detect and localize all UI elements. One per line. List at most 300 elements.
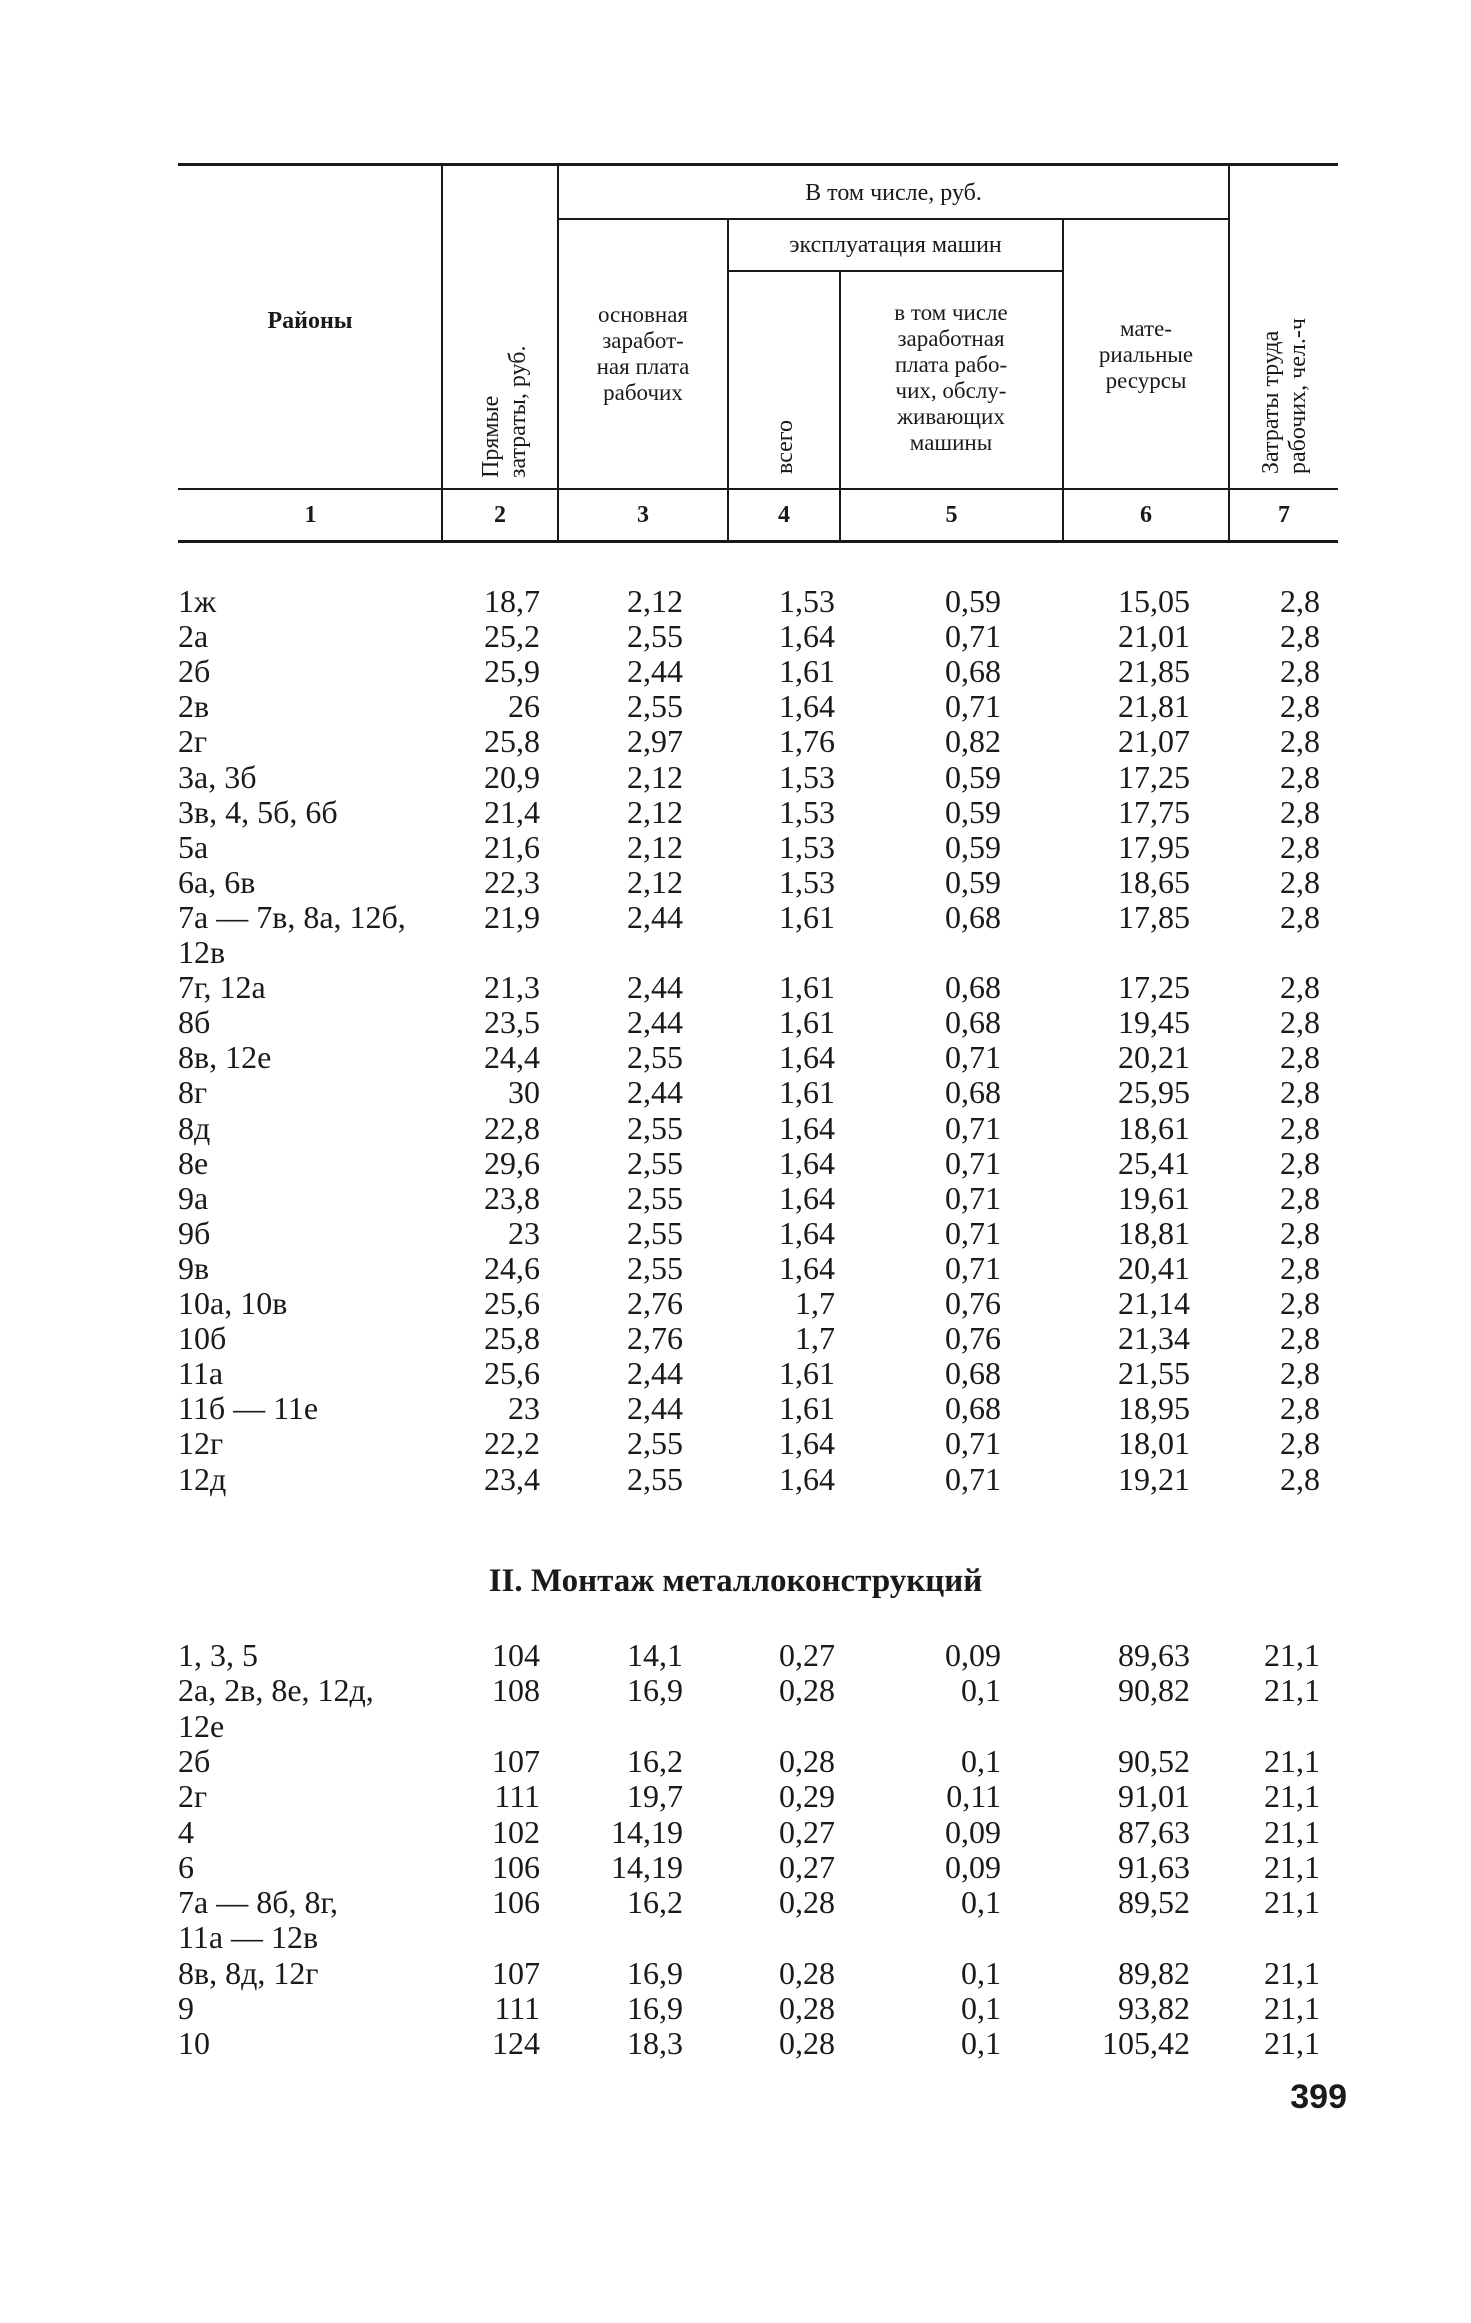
region-cell: 2в [178,688,210,725]
value-cell-c2: 23 [508,1390,540,1427]
region-cell: 3а, 3б [178,758,257,795]
table-row [0,1425,1471,1461]
value-cell-c2: 30 [508,1074,540,1111]
value-cell-c4: 1,61 [779,898,835,935]
table-row [0,1743,1471,1779]
value-cell-c5: 0,68 [945,653,1001,690]
value-cell-c2: 25,2 [484,618,540,655]
value-cell-c6: 21,14 [1118,1285,1190,1321]
table-row [0,1039,1471,1075]
value-cell-c5: 0,1 [961,1884,1001,1921]
table-row [0,934,1471,970]
value-cell-c5: 0,59 [945,758,1001,795]
table-row [0,1110,1471,1146]
table-row [0,1074,1471,1110]
value-cell-c2: 21,3 [484,969,540,1006]
value-cell-c3: 2,44 [627,969,683,1006]
value-cell-c7: 2,8 [1280,1425,1320,1462]
value-cell-c3: 2,44 [627,653,683,690]
value-cell-c6: 89,63 [1118,1637,1190,1673]
table-row [0,1180,1471,1216]
header-numbers-rule [178,488,1338,490]
value-cell-c2: 104 [492,1637,540,1673]
value-cell-c3: 2,44 [627,1074,683,1111]
value-cell-c3: 18,3 [627,2025,683,2062]
value-cell-c7: 2,8 [1280,969,1320,1006]
value-cell-c3: 2,12 [627,863,683,900]
value-cell-c2: 111 [494,1778,540,1815]
region-cell: 9 [178,1990,194,2026]
region-cell: 1ж [178,583,217,619]
region-cell: 12в [178,934,226,970]
value-cell-c3: 2,55 [627,1039,683,1076]
value-cell-c5: 0,68 [945,1355,1001,1392]
region-cell: 1, 3, 5 [178,1637,258,1673]
value-cell-c2: 21,6 [484,828,540,865]
value-cell-c4: 0,27 [779,1813,835,1850]
table-row [0,864,1471,900]
value-cell-c7: 2,8 [1280,1320,1320,1357]
value-cell-c7: 21,1 [1264,1672,1320,1709]
value-cell-c3: 2,55 [627,618,683,655]
value-cell-c3: 2,76 [627,1285,683,1321]
table-row [0,829,1471,865]
region-cell: 2б [178,1742,211,1779]
value-cell-c3: 14,19 [611,1813,683,1850]
region-cell: 7г, 12а [178,969,266,1006]
value-cell-c3: 2,55 [627,1214,683,1251]
value-cell-c6: 87,63 [1118,1813,1190,1850]
value-cell-c5: 0,59 [945,793,1001,830]
value-cell-c2: 21,9 [484,898,540,935]
value-cell-c6: 18,81 [1118,1214,1190,1251]
region-cell: 2б [178,653,211,690]
value-cell-c2: 25,6 [484,1355,540,1392]
header-direct-costs: Прямые затраты, руб. [478,345,531,478]
table-row [0,1919,1471,1955]
table-row [0,1990,1471,2026]
region-cell: 3в, 4, 5б, 6б [178,793,338,830]
value-cell-c6: 89,52 [1118,1884,1190,1921]
table-row [0,583,1471,619]
value-cell-c5: 0,71 [945,618,1001,655]
value-cell-c7: 2,8 [1280,1460,1320,1497]
region-cell: 7а — 7в, 8а, 12б, [178,898,406,935]
header-machines-rule [729,270,1062,272]
value-cell-c7: 21,1 [1264,1848,1320,1885]
value-cell-c5: 0,71 [945,1249,1001,1286]
value-cell-c4: 1,53 [779,583,835,619]
header-labor-costs: Затраты труда рабочих, чел.-ч [1258,318,1311,474]
value-cell-c6: 20,21 [1118,1039,1190,1076]
region-cell: 12г [178,1425,224,1462]
value-cell-c3: 2,55 [627,688,683,725]
region-cell: 12д [178,1460,227,1497]
value-cell-c7: 2,8 [1280,898,1320,935]
header-vsep-6 [1228,166,1230,540]
table-row [0,688,1471,724]
value-cell-c3: 2,55 [627,1460,683,1497]
value-cell-c4: 1,61 [779,1004,835,1041]
region-cell: 8в, 8д, 12г [178,1954,319,1991]
table-row [0,1849,1471,1885]
value-cell-c2: 22,2 [484,1425,540,1462]
value-cell-c5: 0,1 [961,1990,1001,2026]
table-row [0,1778,1471,1814]
value-cell-c4: 1,64 [779,688,835,725]
value-cell-c3: 2,55 [627,1179,683,1216]
value-cell-c5: 0,71 [945,1460,1001,1497]
region-cell: 11а — 12в [178,1919,319,1956]
region-cell: 6 [178,1848,194,1885]
value-cell-c5: 0,68 [945,898,1001,935]
header-group-rule [559,218,1228,220]
value-cell-c7: 2,8 [1280,793,1320,830]
table-row [0,1884,1471,1920]
value-cell-c5: 0,59 [945,863,1001,900]
region-cell: 4 [178,1813,194,1850]
value-cell-c3: 2,12 [627,793,683,830]
value-cell-c7: 2,8 [1280,723,1320,760]
value-cell-c6: 21,55 [1118,1355,1190,1392]
value-cell-c3: 2,76 [627,1320,683,1357]
table-row [0,1390,1471,1426]
col-number-1: 1 [304,502,317,528]
value-cell-c6: 19,61 [1118,1179,1190,1216]
value-cell-c7: 21,1 [1264,1954,1320,1991]
value-cell-c6: 21,85 [1118,653,1190,690]
value-cell-c5: 0,59 [945,828,1001,865]
value-cell-c2: 108 [492,1672,540,1709]
value-cell-c3: 14,19 [611,1848,683,1885]
value-cell-c4: 0,28 [779,1990,835,2026]
value-cell-c5: 0,76 [945,1320,1001,1357]
value-cell-c2: 124 [492,2025,540,2062]
value-cell-c2: 106 [492,1884,540,1921]
value-cell-c4: 1,64 [779,1425,835,1462]
value-cell-c7: 21,1 [1264,2025,1320,2062]
value-cell-c3: 16,9 [627,1672,683,1709]
value-cell-c4: 1,64 [779,1249,835,1286]
value-cell-c3: 2,55 [627,1144,683,1181]
header-total: всего [772,419,798,474]
value-cell-c3: 16,2 [627,1884,683,1921]
value-cell-c6: 90,82 [1118,1672,1190,1709]
value-cell-c7: 2,8 [1280,758,1320,795]
col-number-4: 4 [778,502,790,528]
value-cell-c4: 1,61 [779,653,835,690]
value-cell-c3: 16,2 [627,1742,683,1779]
value-cell-c3: 2,12 [627,828,683,865]
value-cell-c7: 21,1 [1264,1637,1320,1673]
value-cell-c2: 25,8 [484,1320,540,1357]
value-cell-c4: 1,64 [779,1179,835,1216]
table-row [0,1285,1471,1321]
value-cell-c5: 0,59 [945,583,1001,619]
value-cell-c7: 21,1 [1264,1990,1320,2026]
region-cell: 9в [178,1249,210,1286]
value-cell-c7: 2,8 [1280,1039,1320,1076]
value-cell-c4: 0,28 [779,1742,835,1779]
value-cell-c3: 2,12 [627,758,683,795]
value-cell-c2: 24,6 [484,1249,540,1286]
table-row [0,759,1471,795]
col-number-5: 5 [945,502,958,528]
value-cell-c2: 111 [494,1990,540,2026]
section2-title: II. Монтаж металлоконструкций [488,1563,983,1599]
value-cell-c7: 2,8 [1280,1109,1320,1146]
value-cell-c2: 24,4 [484,1039,540,1076]
value-cell-c3: 2,55 [627,1109,683,1146]
value-cell-c7: 2,8 [1280,653,1320,690]
value-cell-c4: 1,61 [779,969,835,1006]
region-cell: 2г [178,723,208,760]
col-number-3: 3 [637,502,649,528]
value-cell-c6: 21,81 [1118,688,1190,725]
value-cell-c3: 16,9 [627,1954,683,1991]
region-cell: 9б [178,1214,211,1251]
value-cell-c2: 23,5 [484,1004,540,1041]
value-cell-c6: 21,07 [1118,723,1190,760]
header-vsep-1 [441,166,443,540]
value-cell-c7: 2,8 [1280,1390,1320,1427]
value-cell-c7: 21,1 [1264,1742,1320,1779]
table-row [0,1004,1471,1040]
value-cell-c3: 19,7 [627,1778,683,1815]
region-cell: 2а [178,618,209,655]
value-cell-c5: 0,1 [961,1672,1001,1709]
value-cell-c7: 2,8 [1280,863,1320,900]
value-cell-c6: 91,01 [1118,1778,1190,1815]
value-cell-c4: 1,53 [779,758,835,795]
table-row [0,723,1471,759]
table-row [0,1320,1471,1356]
region-cell: 8е [178,1144,209,1181]
value-cell-c6: 17,95 [1118,828,1190,865]
region-cell: 2г [178,1778,208,1815]
value-cell-c4: 1,7 [795,1285,835,1321]
value-cell-c5: 0,1 [961,1742,1001,1779]
value-cell-c6: 18,95 [1118,1390,1190,1427]
col-number-6: 6 [1140,502,1152,528]
value-cell-c5: 0,71 [945,1214,1001,1251]
value-cell-c4: 1,53 [779,828,835,865]
value-cell-c2: 29,6 [484,1144,540,1181]
value-cell-c5: 0,71 [945,1179,1001,1216]
region-cell: 11а [178,1355,224,1392]
value-cell-c5: 0,09 [945,1848,1001,1885]
value-cell-c6: 19,21 [1118,1460,1190,1497]
value-cell-c3: 2,44 [627,1004,683,1041]
value-cell-c6: 89,82 [1118,1954,1190,1991]
value-cell-c3: 2,55 [627,1425,683,1462]
region-cell: 5а [178,828,209,865]
value-cell-c4: 0,28 [779,2025,835,2062]
value-cell-c6: 25,95 [1118,1074,1190,1111]
value-cell-c5: 0,71 [945,1144,1001,1181]
region-cell: 9а [178,1179,209,1216]
value-cell-c6: 19,45 [1118,1004,1190,1041]
value-cell-c2: 26 [508,688,540,725]
region-cell: 8д [178,1109,211,1146]
value-cell-c6: 21,34 [1118,1320,1190,1357]
value-cell-c7: 2,8 [1280,1144,1320,1181]
value-cell-c4: 0,27 [779,1848,835,1885]
value-cell-c4: 1,64 [779,618,835,655]
header-vsep-2 [557,166,559,540]
value-cell-c3: 2,44 [627,898,683,935]
value-cell-c6: 17,75 [1118,793,1190,830]
value-cell-c4: 0,28 [779,1884,835,1921]
value-cell-c5: 0,68 [945,1004,1001,1041]
table-row [0,1461,1471,1497]
table-row [0,969,1471,1005]
value-cell-c7: 21,1 [1264,1778,1320,1815]
value-cell-c6: 20,41 [1118,1249,1190,1286]
value-cell-c5: 0,68 [945,969,1001,1006]
value-cell-c3: 14,1 [627,1637,683,1673]
table-row [0,1955,1471,1991]
header-regions: Районы [267,308,353,334]
value-cell-c2: 106 [492,1848,540,1885]
value-cell-c2: 107 [492,1954,540,1991]
value-cell-c3: 2,12 [627,583,683,619]
value-cell-c7: 2,8 [1280,1074,1320,1111]
value-cell-c7: 2,8 [1280,1285,1320,1321]
value-cell-c5: 0,71 [945,1039,1001,1076]
header-vsep-3 [727,220,729,540]
value-cell-c7: 2,8 [1280,1179,1320,1216]
table-row [0,794,1471,830]
col-number-2: 2 [494,502,506,528]
value-cell-c6: 15,05 [1118,583,1190,619]
region-cell: 8б [178,1004,211,1041]
value-cell-c3: 2,44 [627,1390,683,1427]
value-cell-c5: 0,1 [961,1954,1001,1991]
header-materials: мате- риальные ресурсы [1098,316,1194,393]
value-cell-c2: 22,8 [484,1109,540,1146]
header-operator-wages: в том числе заработная плата рабо- чих, обслу- живающих машины [894,300,1008,455]
value-cell-c5: 0,09 [945,1813,1001,1850]
value-cell-c4: 1,61 [779,1390,835,1427]
value-cell-c7: 2,8 [1280,618,1320,655]
value-cell-c6: 25,41 [1118,1144,1190,1181]
table-row [0,899,1471,935]
header-basic-wages: основная заработ- ная плата рабочих [596,302,690,405]
header-machines-group: эксплуатация машин [789,232,1002,258]
value-cell-c4: 1,53 [779,793,835,830]
header-in-total-group: В том числе, руб. [805,180,982,206]
region-cell: 8г [178,1074,208,1111]
value-cell-c5: 0,11 [946,1778,1001,1815]
value-cell-c2: 18,7 [484,583,540,619]
value-cell-c5: 0,68 [945,1074,1001,1111]
header-vsep-4 [839,272,841,540]
value-cell-c5: 0,71 [945,1109,1001,1146]
value-cell-c3: 16,9 [627,1990,683,2026]
value-cell-c2: 25,8 [484,723,540,760]
value-cell-c6: 17,85 [1118,898,1190,935]
value-cell-c5: 0,76 [945,1285,1001,1321]
value-cell-c7: 21,1 [1264,1884,1320,1921]
table-row [0,1250,1471,1286]
value-cell-c2: 23 [508,1214,540,1251]
value-cell-c7: 2,8 [1280,583,1320,619]
region-cell: 8в, 12е [178,1039,272,1076]
region-cell: 10 [178,2025,210,2062]
region-cell: 6а, 6в [178,863,256,900]
value-cell-c6: 18,01 [1118,1425,1190,1462]
region-cell: 2а, 2в, 8е, 12д, [178,1672,374,1709]
table-row [0,1708,1471,1744]
value-cell-c6: 91,63 [1118,1848,1190,1885]
region-cell: 10а, 10в [178,1285,288,1321]
value-cell-c4: 1,64 [779,1460,835,1497]
header-top-rule [178,163,1338,166]
value-cell-c5: 0,68 [945,1390,1001,1427]
table-row [0,653,1471,689]
table-row [0,1672,1471,1708]
value-cell-c7: 21,1 [1264,1813,1320,1850]
value-cell-c6: 105,42 [1102,2025,1190,2062]
value-cell-c4: 1,64 [779,1144,835,1181]
value-cell-c6: 90,52 [1118,1742,1190,1779]
value-cell-c2: 25,6 [484,1285,540,1321]
value-cell-c2: 22,3 [484,863,540,900]
value-cell-c2: 21,4 [484,793,540,830]
value-cell-c6: 17,25 [1118,969,1190,1006]
page-number: 399 [1290,2078,1347,2116]
value-cell-c3: 2,97 [627,723,683,760]
table-row [0,2025,1471,2061]
value-cell-c6: 18,65 [1118,863,1190,900]
value-cell-c4: 0,28 [779,1672,835,1709]
value-cell-c2: 23,8 [484,1179,540,1216]
value-cell-c7: 2,8 [1280,1004,1320,1041]
value-cell-c7: 2,8 [1280,1355,1320,1392]
value-cell-c2: 102 [492,1813,540,1850]
value-cell-c3: 2,44 [627,1355,683,1392]
value-cell-c4: 1,7 [795,1320,835,1357]
region-cell: 10б [178,1320,227,1357]
value-cell-c4: 1,76 [779,723,835,760]
value-cell-c4: 1,64 [779,1039,835,1076]
value-cell-c5: 0,71 [945,688,1001,725]
value-cell-c5: 0,71 [945,1425,1001,1462]
region-cell: 11б — 11е [178,1390,319,1427]
value-cell-c6: 21,01 [1118,618,1190,655]
value-cell-c7: 2,8 [1280,1249,1320,1286]
header-bottom-rule [178,540,1338,543]
value-cell-c6: 17,25 [1118,758,1190,795]
region-cell: 12е [178,1707,225,1744]
value-cell-c7: 2,8 [1280,828,1320,865]
value-cell-c4: 1,53 [779,863,835,900]
value-cell-c7: 2,8 [1280,1214,1320,1251]
value-cell-c4: 1,64 [779,1109,835,1146]
table-row [0,618,1471,654]
table-row [0,1145,1471,1181]
value-cell-c2: 20,9 [484,758,540,795]
value-cell-c4: 0,27 [779,1637,835,1673]
table-row [0,1637,1471,1673]
value-cell-c2: 25,9 [484,653,540,690]
table-row [0,1215,1471,1251]
value-cell-c4: 1,61 [779,1355,835,1392]
table-row [0,1355,1471,1391]
value-cell-c2: 23,4 [484,1460,540,1497]
value-cell-c2: 107 [492,1742,540,1779]
